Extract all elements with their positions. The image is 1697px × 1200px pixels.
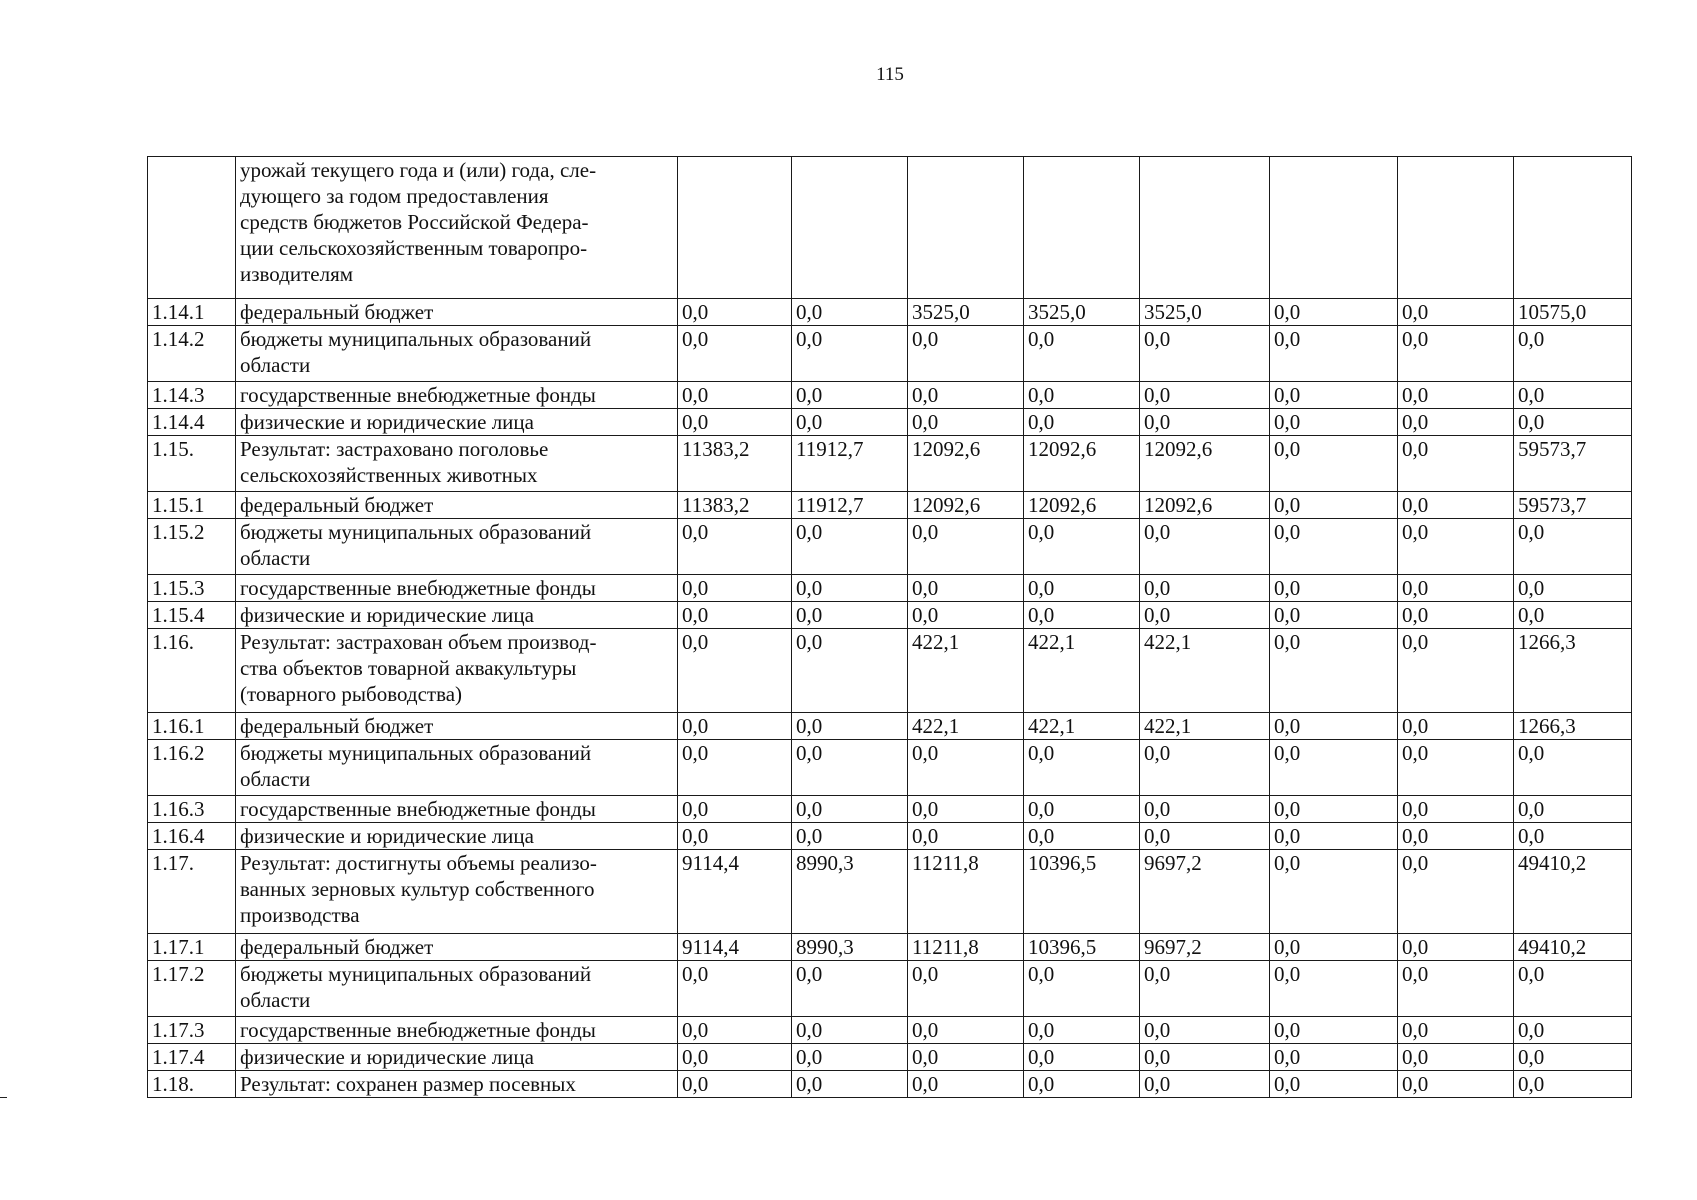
value-cell: 10575,0 xyxy=(1514,299,1632,326)
value-cell: 0,0 xyxy=(1398,934,1514,961)
value-cell: 0,0 xyxy=(678,519,792,575)
table-row xyxy=(148,934,1632,961)
value-cell: 0,0 xyxy=(1140,1044,1270,1071)
value-cell: 0,0 xyxy=(1024,519,1140,575)
row-label: Результат: сохранен размер посевных xyxy=(236,1071,678,1098)
table-row xyxy=(148,796,1632,823)
table-row xyxy=(148,1071,1632,1098)
value-cell: 11211,8 xyxy=(908,850,1024,934)
table-row xyxy=(148,382,1632,409)
value-cell: 0,0 xyxy=(908,575,1024,602)
value-cell: 0,0 xyxy=(792,602,908,629)
value-cell: 0,0 xyxy=(1514,1071,1632,1098)
value-cell: 1266,3 xyxy=(1514,713,1632,740)
value-cell: 0,0 xyxy=(792,519,908,575)
value-cell xyxy=(1140,157,1270,299)
value-cell: 0,0 xyxy=(1514,823,1632,850)
value-cell: 0,0 xyxy=(678,602,792,629)
value-cell: 9697,2 xyxy=(1140,934,1270,961)
value-cell: 0,0 xyxy=(678,961,792,1017)
row-code: 1.17.3 xyxy=(148,1017,236,1044)
value-cell xyxy=(1398,157,1514,299)
value-cell: 3525,0 xyxy=(1024,299,1140,326)
value-cell: 0,0 xyxy=(792,961,908,1017)
value-cell: 0,0 xyxy=(1024,409,1140,436)
value-cell: 0,0 xyxy=(678,575,792,602)
value-cell: 0,0 xyxy=(1514,961,1632,1017)
value-cell: 0,0 xyxy=(1270,602,1398,629)
value-cell: 0,0 xyxy=(908,796,1024,823)
value-cell: 59573,7 xyxy=(1514,436,1632,492)
table-row xyxy=(148,961,1632,1017)
value-cell: 0,0 xyxy=(1514,326,1632,382)
value-cell: 9114,4 xyxy=(678,850,792,934)
value-cell: 12092,6 xyxy=(1140,436,1270,492)
table-row xyxy=(148,850,1632,934)
value-cell: 0,0 xyxy=(1514,1044,1632,1071)
table-row xyxy=(148,436,1632,492)
value-cell: 0,0 xyxy=(1398,575,1514,602)
value-cell: 0,0 xyxy=(1140,823,1270,850)
table-row xyxy=(148,629,1632,713)
value-cell: 3525,0 xyxy=(908,299,1024,326)
value-cell: 11383,2 xyxy=(678,492,792,519)
value-cell: 422,1 xyxy=(1140,629,1270,713)
row-code: 1.17.4 xyxy=(148,1044,236,1071)
value-cell: 0,0 xyxy=(1140,1071,1270,1098)
value-cell: 0,0 xyxy=(1270,436,1398,492)
value-cell: 0,0 xyxy=(1024,1044,1140,1071)
value-cell: 0,0 xyxy=(1270,961,1398,1017)
value-cell: 0,0 xyxy=(1398,492,1514,519)
row-label: федеральный бюджет xyxy=(236,934,678,961)
value-cell: 0,0 xyxy=(1140,740,1270,796)
table-row xyxy=(148,326,1632,382)
row-code: 1.16. xyxy=(148,629,236,713)
value-cell: 0,0 xyxy=(678,409,792,436)
value-cell: 0,0 xyxy=(1024,1071,1140,1098)
row-code: 1.14.1 xyxy=(148,299,236,326)
value-cell: 1266,3 xyxy=(1514,629,1632,713)
value-cell: 0,0 xyxy=(792,326,908,382)
value-cell: 11912,7 xyxy=(792,492,908,519)
value-cell: 0,0 xyxy=(1270,575,1398,602)
row-label: Результат: застраховано поголовье сельскохозяйственных животных xyxy=(236,436,678,492)
value-cell xyxy=(678,157,792,299)
row-code: 1.15.3 xyxy=(148,575,236,602)
value-cell: 49410,2 xyxy=(1514,934,1632,961)
value-cell: 0,0 xyxy=(1270,1071,1398,1098)
row-code: 1.16.4 xyxy=(148,823,236,850)
row-label: урожай текущего года и (или) года, сле- дующего за годом предоставления средств бюджетов Российской Федера- ции сельскохозяйственным товаропро- изводителям xyxy=(236,157,678,299)
value-cell: 0,0 xyxy=(1270,1044,1398,1071)
value-cell: 49410,2 xyxy=(1514,850,1632,934)
row-label: бюджеты муниципальных образований области xyxy=(236,326,678,382)
value-cell: 0,0 xyxy=(678,823,792,850)
value-cell: 0,0 xyxy=(908,961,1024,1017)
row-label: Результат: застрахован объем производ- ства объектов товарной аквакультуры (товарного рыбоводства) xyxy=(236,629,678,713)
row-label: Результат: достигнуты объемы реализо- ванных зерновых культур собственного производства xyxy=(236,850,678,934)
table-row xyxy=(148,823,1632,850)
value-cell: 0,0 xyxy=(1140,961,1270,1017)
value-cell: 0,0 xyxy=(1398,1017,1514,1044)
value-cell: 0,0 xyxy=(1398,823,1514,850)
value-cell: 0,0 xyxy=(1398,382,1514,409)
value-cell: 0,0 xyxy=(1398,299,1514,326)
value-cell: 0,0 xyxy=(1270,519,1398,575)
row-label: государственные внебюджетные фонды xyxy=(236,575,678,602)
row-code: 1.14.2 xyxy=(148,326,236,382)
value-cell: 0,0 xyxy=(792,1071,908,1098)
row-code: 1.17.1 xyxy=(148,934,236,961)
row-code xyxy=(148,157,236,299)
table-row xyxy=(148,519,1632,575)
value-cell: 0,0 xyxy=(1024,602,1140,629)
row-code: 1.15.4 xyxy=(148,602,236,629)
value-cell: 0,0 xyxy=(1270,934,1398,961)
value-cell: 0,0 xyxy=(1514,409,1632,436)
value-cell xyxy=(1270,157,1398,299)
value-cell: 11211,8 xyxy=(908,934,1024,961)
value-cell: 0,0 xyxy=(1270,382,1398,409)
table-row xyxy=(148,713,1632,740)
row-label: физические и юридические лица xyxy=(236,1044,678,1071)
value-cell: 0,0 xyxy=(908,1044,1024,1071)
row-label: бюджеты муниципальных образований области xyxy=(236,740,678,796)
row-code: 1.16.1 xyxy=(148,713,236,740)
value-cell: 0,0 xyxy=(1514,602,1632,629)
value-cell: 8990,3 xyxy=(792,850,908,934)
value-cell: 12092,6 xyxy=(1140,492,1270,519)
value-cell: 12092,6 xyxy=(908,436,1024,492)
value-cell: 0,0 xyxy=(1024,326,1140,382)
value-cell: 0,0 xyxy=(908,409,1024,436)
value-cell: 422,1 xyxy=(1024,629,1140,713)
row-code: 1.18. xyxy=(148,1071,236,1098)
value-cell: 0,0 xyxy=(908,602,1024,629)
value-cell: 0,0 xyxy=(908,1071,1024,1098)
value-cell: 0,0 xyxy=(1514,740,1632,796)
table-row xyxy=(148,740,1632,796)
value-cell: 0,0 xyxy=(1270,326,1398,382)
value-cell: 0,0 xyxy=(678,713,792,740)
value-cell: 0,0 xyxy=(792,1017,908,1044)
value-cell: 422,1 xyxy=(908,713,1024,740)
value-cell: 0,0 xyxy=(792,382,908,409)
value-cell: 0,0 xyxy=(792,1044,908,1071)
value-cell: 0,0 xyxy=(1398,436,1514,492)
value-cell: 0,0 xyxy=(1514,519,1632,575)
value-cell: 0,0 xyxy=(792,629,908,713)
value-cell: 12092,6 xyxy=(1024,492,1140,519)
value-cell: 0,0 xyxy=(1398,713,1514,740)
value-cell: 0,0 xyxy=(1140,409,1270,436)
row-label: бюджеты муниципальных образований области xyxy=(236,961,678,1017)
value-cell: 0,0 xyxy=(1270,823,1398,850)
value-cell: 0,0 xyxy=(1140,382,1270,409)
value-cell: 0,0 xyxy=(1024,796,1140,823)
row-code: 1.15.2 xyxy=(148,519,236,575)
value-cell: 0,0 xyxy=(1270,713,1398,740)
budget-table xyxy=(147,156,1632,1098)
table-body xyxy=(148,157,1632,1098)
value-cell: 0,0 xyxy=(908,519,1024,575)
table-row xyxy=(148,1044,1632,1071)
value-cell: 0,0 xyxy=(678,796,792,823)
value-cell: 0,0 xyxy=(1270,796,1398,823)
value-cell: 0,0 xyxy=(1140,575,1270,602)
value-cell: 0,0 xyxy=(678,1071,792,1098)
value-cell: 0,0 xyxy=(1140,326,1270,382)
value-cell: 3525,0 xyxy=(1140,299,1270,326)
value-cell: 0,0 xyxy=(1398,1071,1514,1098)
value-cell: 0,0 xyxy=(1140,602,1270,629)
value-cell: 422,1 xyxy=(908,629,1024,713)
value-cell: 0,0 xyxy=(792,796,908,823)
value-cell xyxy=(1514,157,1632,299)
value-cell: 0,0 xyxy=(1398,409,1514,436)
row-label: государственные внебюджетные фонды xyxy=(236,796,678,823)
table-row xyxy=(148,409,1632,436)
value-cell: 0,0 xyxy=(1398,961,1514,1017)
row-label: физические и юридические лица xyxy=(236,602,678,629)
value-cell: 0,0 xyxy=(792,575,908,602)
value-cell: 0,0 xyxy=(908,823,1024,850)
value-cell xyxy=(908,157,1024,299)
row-code: 1.15.1 xyxy=(148,492,236,519)
value-cell: 0,0 xyxy=(1024,1017,1140,1044)
value-cell: 0,0 xyxy=(1398,850,1514,934)
value-cell: 0,0 xyxy=(678,382,792,409)
value-cell: 59573,7 xyxy=(1514,492,1632,519)
row-label: физические и юридические лица xyxy=(236,823,678,850)
value-cell: 9114,4 xyxy=(678,934,792,961)
table-row xyxy=(148,157,1632,299)
table-row xyxy=(148,602,1632,629)
page-number: 115 xyxy=(876,64,904,85)
margin-mark xyxy=(0,1097,7,1098)
value-cell xyxy=(792,157,908,299)
value-cell: 0,0 xyxy=(1270,629,1398,713)
value-cell: 0,0 xyxy=(678,1044,792,1071)
row-label: федеральный бюджет xyxy=(236,713,678,740)
row-code: 1.17. xyxy=(148,850,236,934)
value-cell: 0,0 xyxy=(678,740,792,796)
value-cell: 0,0 xyxy=(1398,326,1514,382)
value-cell: 0,0 xyxy=(1024,382,1140,409)
value-cell: 12092,6 xyxy=(1024,436,1140,492)
value-cell: 0,0 xyxy=(678,326,792,382)
value-cell: 0,0 xyxy=(1024,575,1140,602)
row-label: федеральный бюджет xyxy=(236,492,678,519)
value-cell: 0,0 xyxy=(792,409,908,436)
value-cell: 10396,5 xyxy=(1024,850,1140,934)
value-cell xyxy=(1024,157,1140,299)
value-cell: 0,0 xyxy=(1398,629,1514,713)
value-cell: 0,0 xyxy=(1270,299,1398,326)
value-cell: 11912,7 xyxy=(792,436,908,492)
value-cell: 0,0 xyxy=(1514,575,1632,602)
value-cell: 9697,2 xyxy=(1140,850,1270,934)
value-cell: 0,0 xyxy=(792,740,908,796)
row-label: государственные внебюджетные фонды xyxy=(236,382,678,409)
value-cell: 0,0 xyxy=(908,1017,1024,1044)
value-cell: 8990,3 xyxy=(792,934,908,961)
value-cell: 0,0 xyxy=(1024,961,1140,1017)
value-cell: 0,0 xyxy=(1514,796,1632,823)
row-code: 1.16.2 xyxy=(148,740,236,796)
value-cell: 0,0 xyxy=(1514,1017,1632,1044)
value-cell: 0,0 xyxy=(1140,1017,1270,1044)
row-label: государственные внебюджетные фонды xyxy=(236,1017,678,1044)
value-cell: 0,0 xyxy=(1398,519,1514,575)
row-code: 1.14.3 xyxy=(148,382,236,409)
value-cell: 0,0 xyxy=(1270,409,1398,436)
value-cell: 0,0 xyxy=(1140,519,1270,575)
value-cell: 0,0 xyxy=(792,823,908,850)
value-cell: 0,0 xyxy=(792,713,908,740)
value-cell: 0,0 xyxy=(1024,740,1140,796)
table-row xyxy=(148,1017,1632,1044)
row-code: 1.16.3 xyxy=(148,796,236,823)
value-cell: 0,0 xyxy=(1270,850,1398,934)
value-cell: 0,0 xyxy=(678,629,792,713)
value-cell: 0,0 xyxy=(678,299,792,326)
value-cell: 422,1 xyxy=(1024,713,1140,740)
value-cell: 0,0 xyxy=(1140,796,1270,823)
row-label: федеральный бюджет xyxy=(236,299,678,326)
value-cell: 0,0 xyxy=(1270,1017,1398,1044)
value-cell: 10396,5 xyxy=(1024,934,1140,961)
value-cell: 0,0 xyxy=(1270,492,1398,519)
value-cell: 0,0 xyxy=(792,299,908,326)
value-cell: 0,0 xyxy=(1024,823,1140,850)
value-cell: 11383,2 xyxy=(678,436,792,492)
value-cell: 0,0 xyxy=(678,1017,792,1044)
row-code: 1.14.4 xyxy=(148,409,236,436)
value-cell: 0,0 xyxy=(1398,740,1514,796)
value-cell: 0,0 xyxy=(1514,382,1632,409)
row-code: 1.17.2 xyxy=(148,961,236,1017)
row-label: физические и юридические лица xyxy=(236,409,678,436)
table-row xyxy=(148,492,1632,519)
table-row xyxy=(148,575,1632,602)
value-cell: 0,0 xyxy=(908,326,1024,382)
value-cell: 422,1 xyxy=(1140,713,1270,740)
value-cell: 0,0 xyxy=(1270,740,1398,796)
value-cell: 0,0 xyxy=(1398,602,1514,629)
value-cell: 12092,6 xyxy=(908,492,1024,519)
value-cell: 0,0 xyxy=(908,740,1024,796)
row-label: бюджеты муниципальных образований области xyxy=(236,519,678,575)
table-row xyxy=(148,299,1632,326)
value-cell: 0,0 xyxy=(1398,1044,1514,1071)
value-cell: 0,0 xyxy=(908,382,1024,409)
row-code: 1.15. xyxy=(148,436,236,492)
value-cell: 0,0 xyxy=(1398,796,1514,823)
